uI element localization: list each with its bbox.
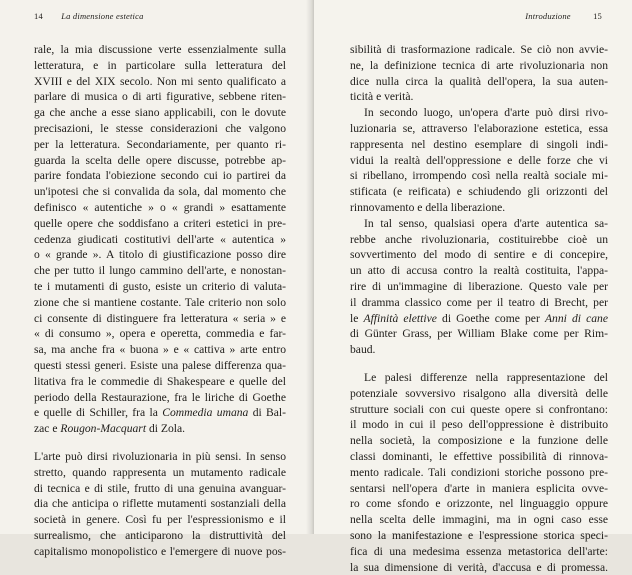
text-line: mento radicale. Tali condizioni storiche possono pre- [350, 465, 608, 481]
text-line: XVIII e del XIX secolo. Non mi sento qualificato a [34, 74, 286, 90]
text-line: sibilità di trasformazione radicale. Se ciò non avvie- [350, 42, 608, 58]
text-line: In secondo luogo, un'opera d'arte può dirsi rivo- [350, 105, 608, 121]
text-line: ro come sfondo e orizzonte, nel linguaggio oppure [350, 496, 608, 512]
text-run: e quelle di Schiller, fra la [34, 406, 162, 419]
text-line: zione che si mantiene costante. Tale criterio non solo [34, 295, 286, 311]
text-line: sovvertimento del modo di sentire e di concepire, [350, 247, 608, 263]
text-line: In tal senso, qualsiasi opera d'arte autentica sa- [350, 216, 608, 232]
left-text-block [34, 42, 286, 560]
text-line: potenziale sovversivo risalgono alla diversità delle [350, 386, 608, 402]
italic-title: Anni di cane [545, 312, 608, 325]
text-line: luzionaria se, attraverso l'elaborazione estetica, essa [350, 121, 608, 137]
text-line: parlare di musica o di arti figurative, sebbene riten- [34, 89, 286, 105]
text-line: rire di un'immagine di liberazione. Questo vale per [350, 279, 608, 295]
running-title: La dimensione estetica [61, 11, 143, 21]
italic-title: Commedia umana [162, 406, 248, 419]
text-line: che per tutto il lungo cammino dell'arte, e nonostan- [34, 263, 286, 279]
text-line: si ribellano, irrompendo così nella realtà sociale mi- [350, 168, 608, 184]
text-line: definisco « autentiche » o « grandi » esattamente [34, 200, 286, 216]
text-line: questi stessi generi. Esiste una palese differenza qua- [34, 358, 286, 374]
text-line: capitalismo monopolistico e l'emergere di nuove pos- [34, 544, 286, 560]
text-run: zac e [34, 422, 60, 435]
text-line: precisazioni, le stesse considerazioni che valgono [34, 121, 286, 137]
text-line: sono la manifestazione e l'espressione storica speci- [350, 528, 608, 544]
text-line: strutture sociali con cui queste opere si confrontano: [350, 402, 608, 418]
text-line: la sua dimensione di verità, d'accusa e di promessa. [350, 560, 608, 575]
page-number: 15 [593, 11, 602, 21]
text-line: fica di una medesima essenza metastorica dell'arte: [350, 544, 608, 560]
text-line: rale, la mia discussione verte essenzialmente sulla [34, 42, 286, 58]
paragraph [34, 42, 286, 437]
text-line: ci consente di distinguere fra letteratura « seria » e [34, 311, 286, 327]
text-line: ticità e verità. [350, 89, 608, 105]
text-line: dia che anticipa o riflette mutamenti sostanziali della [34, 496, 286, 512]
text-line: nella scelta delle immagini, ma in ogni caso esse [350, 512, 608, 528]
left-page [0, 0, 311, 534]
text-line: te i mutamenti di gusto, esiste un criterio di valuta- [34, 279, 286, 295]
text-line: vidui la realtà dell'oppressione e delle forze che vi [350, 153, 608, 169]
text-line: di tecnica e di stile, frutto di una genuina avanguar- [34, 481, 286, 497]
text-line: rinnovamento e della liberazione. [350, 200, 608, 216]
text-line: ne, la definizione tecnica di arte rivoluzionaria non [350, 58, 608, 74]
right-page [314, 0, 632, 534]
text-line: per la letteratura. Secondariamente, per quanto ri- [34, 137, 286, 153]
text-line: stificata (e reificata) e schiudendo gli orizzonti del [350, 184, 608, 200]
text-line: surrealismo, che anticiparono la distruttività del [34, 528, 286, 544]
text-line: di Günter Grass, per William Blake come per Rim- [350, 326, 608, 342]
text-line: rebbe anche rivoluzionaria, costituirebbe cioè un [350, 232, 608, 248]
text-line: « di consumo », opera e operetta, commedia e far- [34, 326, 286, 342]
text-line: quelle opere che soddisfano a criteri estetici in pre- [34, 216, 286, 232]
text-line: il modo in cui il peso dell'oppressione è distribuito [350, 417, 608, 433]
text-line: litativa fra le commedie di Shakespeare e quelle del [34, 374, 286, 390]
right-text-block [350, 42, 608, 575]
text-line: un atto di accusa contro la realtà costituita, l'appa- [350, 263, 608, 279]
left-running-head [34, 11, 283, 21]
right-running-head [350, 11, 602, 21]
text-line [350, 311, 608, 327]
text-line: nella società, la composizione e la funzione delle [350, 433, 608, 449]
text-run: di Goethe come per [437, 312, 545, 325]
text-line: sentarsi nell'opera d'arte in maniera esplicita ovve- [350, 481, 608, 497]
text-line: parire fondata l'obiezione secondo cui io partirei da [34, 168, 286, 184]
text-line [34, 421, 286, 437]
text-line: un'ipotesi che si convalida da sola, dal momento che [34, 184, 286, 200]
text-line [34, 405, 286, 421]
text-line: o « grande ». A titolo di giustificazione posso dire [34, 247, 286, 263]
text-line: dice nulla circa la qualità dell'opera, la sua auten- [350, 74, 608, 90]
text-line: cedenza giudicati costitutivi dell'arte « autentica » [34, 232, 286, 248]
page-number: 14 [34, 11, 43, 21]
text-line: Le palesi differenze nella rappresentazione del [350, 370, 608, 386]
text-line: L'arte può dirsi rivoluzionaria in più sensi. In senso [34, 449, 286, 465]
text-line: ga che anche a esse siano applicabili, con le dovute [34, 105, 286, 121]
text-line: classi dominanti, le effettive possibilità di rinnova- [350, 449, 608, 465]
text-run: di Zola. [146, 422, 185, 435]
text-line: letteratura, e in particolare sulla letteratura del [34, 58, 286, 74]
text-line: stretto, quando rappresenta un mutamento radicale [34, 465, 286, 481]
text-line: guarda la scelta delle opere discusse, potrebbe ap- [34, 153, 286, 169]
text-run: di Bal- [248, 406, 286, 419]
text-line: rappresenta nel destino esemplare di singoli indi- [350, 137, 608, 153]
italic-title: Rougon-Macquart [60, 422, 146, 435]
italic-title: Affinità elettive [364, 312, 437, 325]
paragraph [350, 42, 608, 105]
text-line: baud. [350, 342, 608, 358]
text-line: sa, ma anche fra « buona » e « cattiva » arte entro [34, 342, 286, 358]
paragraph [34, 449, 286, 560]
text-line: il dramma classico come per il teatro di Brecht, per [350, 295, 608, 311]
running-title: Introduzione [525, 11, 571, 21]
paragraph [350, 216, 608, 358]
paragraph [350, 105, 608, 216]
text-line: periodo della Restaurazione, fra le liriche di Goethe [34, 390, 286, 406]
text-run: le [350, 312, 364, 325]
paragraph [350, 370, 608, 575]
text-line: società in genere. Così fu per l'espressionismo e il [34, 512, 286, 528]
